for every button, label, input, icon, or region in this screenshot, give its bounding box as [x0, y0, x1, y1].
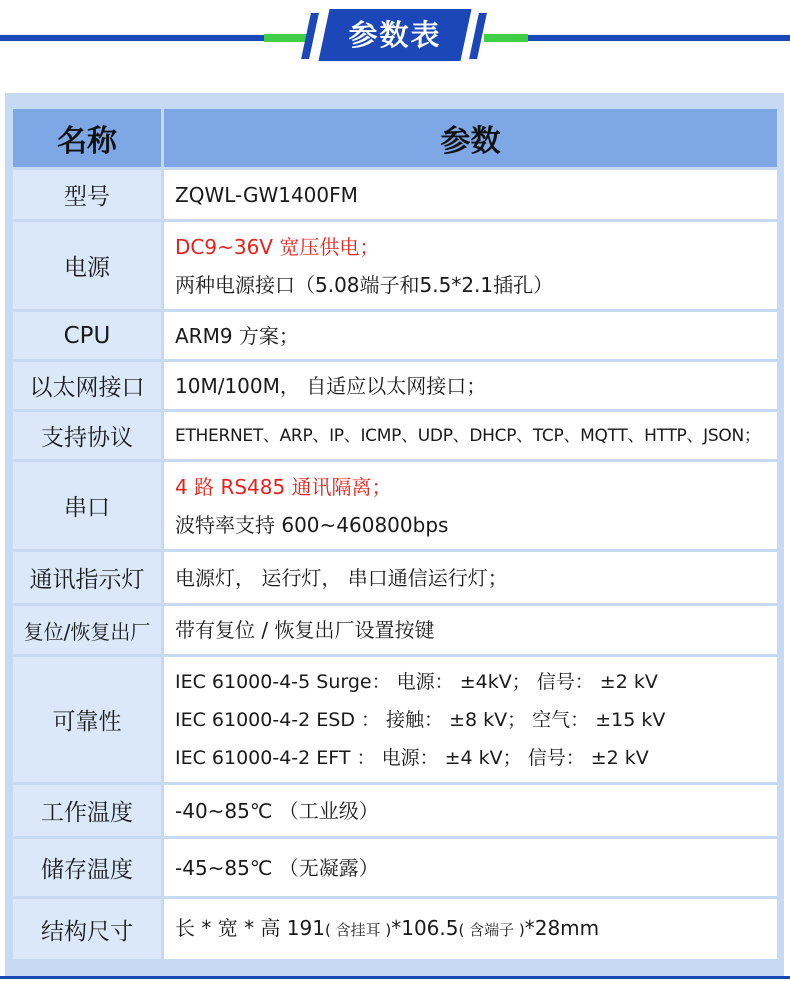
value-line: 波特率支持 600~460800bps [175, 512, 449, 537]
row-value-operating-temp [164, 785, 777, 836]
banner-line-left [0, 35, 264, 41]
value-line: -40~85℃ （工业级） [175, 798, 379, 823]
row-value-reset [164, 606, 777, 654]
value-line: IEC 61000-4-5 Surge： 电源： ±4kV； 信号： ±2 kV [175, 670, 658, 693]
row-label-reset: 复位/恢复出厂 [13, 606, 161, 654]
value-line: 10M/100M， 自适应以太网接口； [175, 373, 487, 398]
title-banner [0, 0, 790, 80]
header-value: 参数 [164, 109, 777, 167]
row-label-serial: 串口 [13, 462, 161, 549]
row-value-serial [164, 462, 777, 549]
value-line: -45~85℃ （无凝露） [175, 855, 379, 880]
dim-width: *106.5 [391, 916, 459, 940]
row-value-reliability [164, 657, 777, 782]
dim-note-ears: ( 含挂耳 ) [324, 921, 392, 939]
value-line: 两种电源接口（5.08端子和5.5*2.1插孔） [175, 272, 554, 297]
bottom-divider [0, 976, 790, 979]
row-label-operating-temp: 工作温度 [13, 785, 161, 836]
banner-line-right [526, 35, 790, 41]
row-value-dimensions [164, 899, 777, 959]
row-value-model [164, 170, 777, 219]
value-line: 电源灯， 运行灯， 串口通信运行灯； [175, 565, 508, 590]
row-label-power: 电源 [13, 222, 161, 309]
header-name: 名称 [13, 109, 161, 167]
value-line: IEC 61000-4-2 ESD ： 接触： ±8 kV； 空气： ±15 kV [175, 708, 666, 731]
row-label-reliability: 可靠性 [13, 657, 161, 782]
row-value-indicators [164, 552, 777, 603]
value-line: ARM9 方案； [175, 323, 299, 348]
page-title: 参数表 [348, 18, 442, 52]
banner-accent-right [484, 34, 528, 42]
row-value-ethernet [164, 362, 777, 409]
dim-note-terminals: ( 含端子 ) [458, 921, 525, 939]
value-line-highlight: DC9~36V 宽压供电； [175, 234, 380, 259]
row-value-storage-temp [164, 839, 777, 896]
value-line: ETHERNET、ARP、IP、ICMP、UDP、DHCP、TCP、MQTT、HTTP、JSON； [175, 425, 761, 446]
value-line: ZQWL-GW1400FM [175, 182, 358, 207]
dim-height: *28mm [524, 916, 600, 940]
row-label-model: 型号 [13, 170, 161, 219]
value-line: IEC 61000-4-2 EFT ： 电源： ±4 kV； 信号： ±2 kV [175, 746, 649, 769]
value-line-highlight: 4 路 RS485 通讯隔离； [175, 474, 392, 499]
dim-main: 长 * 宽 * 高 191 [175, 916, 325, 940]
row-label-cpu: CPU [13, 312, 161, 359]
value-line-dimensions [175, 909, 777, 949]
row-label-ethernet: 以太网接口 [13, 362, 161, 409]
value-line: 带有复位 / 恢复出厂设置按键 [175, 618, 435, 642]
banner-accent-left [264, 34, 308, 42]
row-label-protocols: 支持协议 [13, 412, 161, 459]
row-value-protocols [164, 412, 777, 459]
row-value-power [164, 222, 777, 309]
row-label-indicators: 通讯指示灯 [13, 552, 161, 603]
row-label-dimensions: 结构尺寸 [13, 899, 161, 959]
row-label-storage-temp: 储存温度 [13, 839, 161, 896]
row-value-cpu [164, 312, 777, 359]
